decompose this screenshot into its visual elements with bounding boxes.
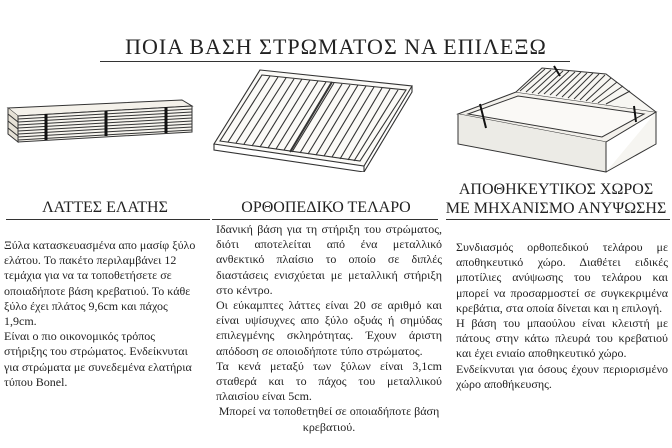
- description-fir-slats: [4, 238, 200, 390]
- paragraph: Ξύλα κατασκευασμένα απο μασίφ ξύλο ελάτου. Το πακέτο περιλαμβάνει 12 τεμάχια για να τα τοποθετήσετε σε οποιαδήποτε βάση κρεβατιού. Το κάθε ξύλο έχει πλάτος 9,6cm και πάχος 1,9cm.: [4, 238, 196, 329]
- heading-storage-lift: [440, 180, 672, 218]
- description-closing: Μπορεί να τοποθετηθεί σε οποιαδήποτε βάση κρεβατιού.: [218, 404, 440, 434]
- heading-storage-lift-line2: ΜΕ ΜΗΧΑΝΙΣΜΟ ΑΝΥΨΩΣΗΣ: [445, 200, 667, 217]
- page-title: ΠΟΙΑ ΒΑΣΗ ΣΤΡΩΜΑΤΟΣ ΝΑ ΕΠΙΛΕΞΩ: [125, 34, 547, 59]
- paragraph: Ενδείκνυται για όσους έχουν περιορισμένο χώρο αποθήκευσης.: [456, 361, 668, 391]
- column-divider: [6, 219, 210, 220]
- paragraph: Τα κενά μεταξύ των ξύλων είναι 3,1cm σταθερά και το πάχος του μεταλλικού πλαισίου είναι 5cm.: [216, 358, 442, 404]
- description-text: [456, 240, 668, 392]
- description-orthopedic-frame: [216, 222, 442, 435]
- description-text: [216, 222, 442, 404]
- storage-lift-bed-icon: [456, 64, 660, 176]
- column-divider: [212, 219, 438, 220]
- title-underline: [100, 61, 570, 62]
- heading-storage-lift-line1: ΑΠΟΘΗΚΕΥΤΙΚΟΣ ΧΩΡΟΣ: [458, 181, 654, 198]
- paragraph: Είναι ο πιο οικονομικός τρόπος στήριξης του στρώματος. Ενδείκνυται για στρώματα με συνεδεμένα ελατήρια τύπου Bonel.: [4, 329, 192, 389]
- paragraph: Οι εύκαμπτες λάττες είναι 20 σε αριθμό και είναι υψίσυχνες απο ξύλο οξυάς ή σημύδας επιλεγμένης σκληρότητας. Έχουν άριστη απόδοση σε οποιοδήποτε τύπο στρώματος.: [216, 298, 442, 358]
- paragraph: Συνδιασμός ορθοπεδικού τελάρου με αποθηκευτικό χώρο. Διαθέτει ειδικές μπoτίλιες ανύψωσης του τελάρου και μπορεί να προσαρμοστεί σε συγκεκριμένα κρεβάτια, στα οποία δίνεται και η επιλογή.: [456, 240, 668, 315]
- description-text: [4, 238, 200, 390]
- paragraph: Η βάση του μπαούλου είναι κλειστή με πάτους στην κάτω πλευρά του κρεβατιού και έχει ενιαίο αποθηκευτικό χώρο.: [456, 316, 668, 361]
- heading-fir-slats: ΛΑΤΤΕΣ ΕΛΑΤΗΣ: [42, 199, 168, 216]
- heading-orthopedic-frame: ΟΡΘΟΠΕΔΙΚΟ ΤΕΛΑΡΟ: [241, 199, 411, 216]
- wood-slats-bundle-icon: [6, 94, 194, 148]
- description-storage-lift: [456, 240, 668, 392]
- orthopedic-bed-frame-icon: [212, 66, 414, 172]
- column-divider: [446, 219, 670, 220]
- paragraph: Ιδανική βάση για τη στήριξη του στρώματος, διότι αποτελείται από ένα μεταλλικό ανθεκτικό πλαίσιο το οποίο σε διπλές διαστάσεις ενισχύεται με μεταλλική στήριξη στο κέντρο.: [216, 222, 442, 297]
